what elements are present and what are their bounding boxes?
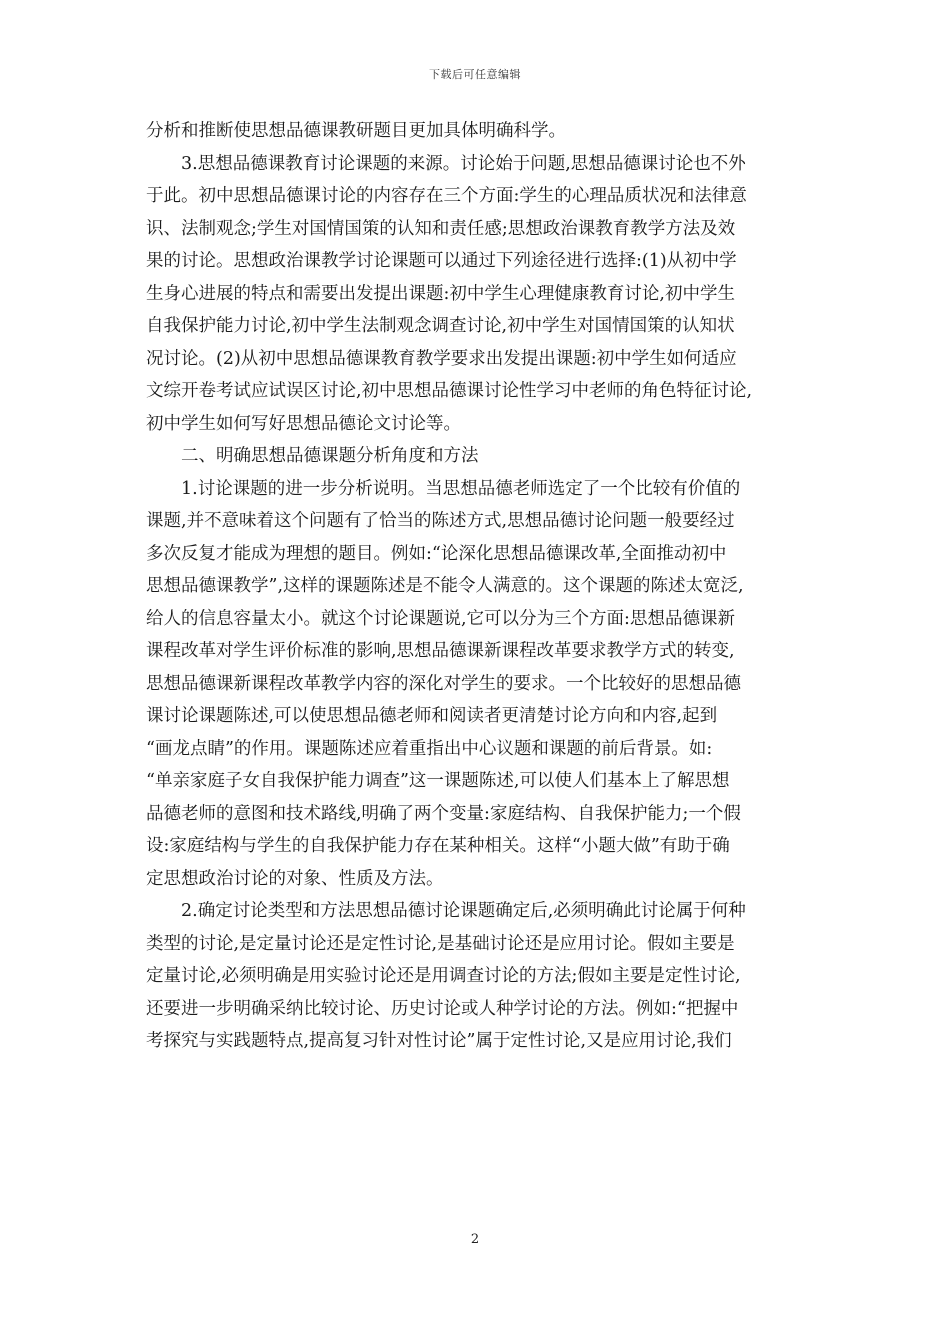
text-line: 考探究与实践题特点,提高复习针对性讨论”属于定性讨论,又是应用讨论,我们 bbox=[146, 1031, 732, 1051]
text-line: 设:家庭结构与学生的自我保护能力存在某种相关。这样“小题大做”有助于确 bbox=[146, 836, 730, 856]
text-line: 识、法制观念;学生对国情国策的认知和责任感;思想政治课教育教学方法及效 bbox=[146, 218, 736, 239]
text-line: 3.思想品德课教育讨论课题的来源。讨论始于问题,思想品德课讨论也不外 bbox=[181, 153, 746, 174]
page-number: 2 bbox=[470, 1232, 480, 1247]
text-line: 自我保护能力讨论,初中学生法制观念调查讨论,初中学生对国情国策的认知状 bbox=[146, 316, 735, 336]
text-line: 1.讨论课题的进一步分析说明。当思想品德老师选定了一个比较有价值的 bbox=[181, 478, 741, 499]
text-line: 果的讨论。思想政治课教学讨论课题可以通过下列途径进行选择:(1)从初中学 bbox=[146, 251, 737, 271]
text-line: 初中学生如何写好思想品德论文讨论等。 bbox=[146, 413, 461, 434]
section-heading: 二、明确思想品德课题分析角度和方法 bbox=[181, 446, 479, 466]
text-line: 于此。初中思想品德课讨论的内容存在三个方面:学生的心理品质状况和法律意 bbox=[146, 186, 747, 206]
page-header: 下载后可任意编辑 bbox=[429, 68, 521, 81]
text-line: 多次反复才能成为理想的题目。例如:“论深化思想品德课改革,全面推动初中 bbox=[146, 543, 727, 564]
text-line: 给人的信息容量太小。就这个讨论课题说,它可以分为三个方面:思想品德课新 bbox=[146, 608, 735, 629]
text-line: 课程改革对学生评价标准的影响,思想品德课新课程改革要求教学方式的转变, bbox=[146, 641, 735, 661]
text-line: 文综开卷考试应试误区讨论,初中思想品德课讨论性学习中老师的角色特征讨论, bbox=[146, 381, 753, 401]
text-line: 况讨论。(2)从初中思想品德课教育教学要求出发提出课题:初中学生如何适应 bbox=[146, 348, 737, 369]
text-line: 定量讨论,必须明确是用实验讨论还是用调查讨论的方法;假如主要是定性讨论, bbox=[146, 966, 741, 986]
text-line: 定思想政治讨论的对象、性质及方法。 bbox=[146, 868, 444, 889]
text-line: 类型的讨论,是定量讨论还是定性讨论,是基础讨论还是应用讨论。假如主要是 bbox=[146, 933, 735, 954]
text-line: 生身心进展的特点和需要出发提出课题:初中学生心理健康教育讨论,初中学生 bbox=[146, 283, 735, 304]
text-line: “画龙点睛”的作用。课题陈述应着重指出中心议题和课题的前后背景。如: bbox=[146, 738, 713, 759]
text-line: 思想品德课新课程改革教学内容的深化对学生的要求。一个比较好的思想品德 bbox=[146, 673, 741, 694]
text-line: 课讨论课题陈述,可以使思想品德老师和阅读者更清楚讨论方向和内容,起到 bbox=[146, 706, 718, 726]
text-line: 分析和推断使思想品德课教研题目更加具体明确科学。 bbox=[146, 121, 566, 141]
document-body bbox=[146, 115, 806, 1058]
text-line: 思想品德课教学”,这样的课题陈述是不能令人满意的。这个课题的陈述太宽泛, bbox=[146, 576, 744, 596]
text-line: 2.确定讨论类型和方法思想品德讨论课题确定后,必须明确此讨论属于何种 bbox=[181, 901, 746, 921]
text-line: 品德老师的意图和技术路线,明确了两个变量:家庭结构、自我保护能力;一个假 bbox=[146, 803, 741, 824]
text-line: 课题,并不意味着这个问题有了恰当的陈述方式,思想品德讨论问题一般要经过 bbox=[146, 511, 735, 531]
text-line: 还要进一步明确采纳比较讨论、历史讨论或人种学讨论的方法。例如:“把握中 bbox=[146, 998, 739, 1019]
text-line: “单亲家庭子女自我保护能力调查”这一课题陈述,可以使人们基本上了解思想 bbox=[146, 771, 730, 791]
